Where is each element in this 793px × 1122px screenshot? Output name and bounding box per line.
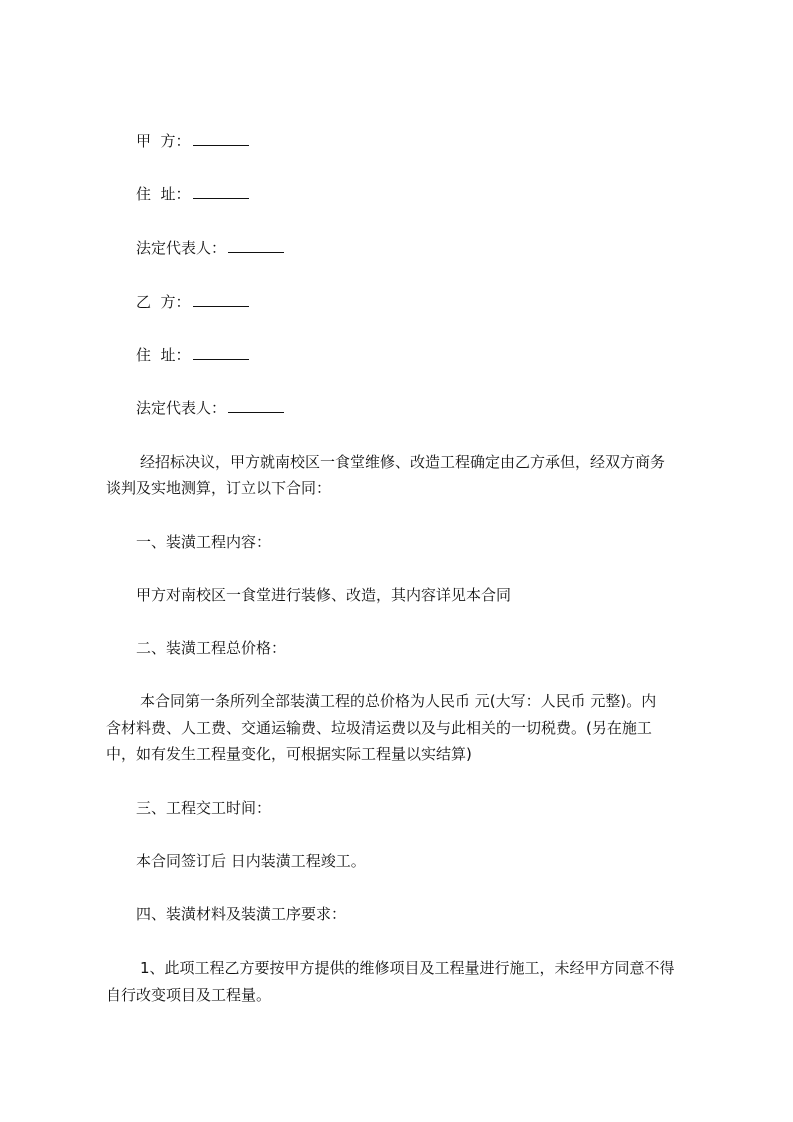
party-a-label: 甲 方：: [136, 132, 191, 150]
party-a-blank: [193, 131, 249, 146]
party-b-address-label: 住 址：: [136, 346, 191, 364]
intro-line-2: 谈判及实地测算，订立以下合同：: [106, 479, 332, 497]
section-4-item-1-line-2: 自行改变项目及工程量。: [106, 986, 272, 1004]
party-a-rep-blank: [228, 238, 284, 253]
party-a-address-label: 住 址：: [136, 185, 191, 203]
section-3-heading: 三、工程交工时间：: [136, 799, 272, 817]
intro-line-1: 经招标决议，甲方就南校区一食堂维修、改造工程确定由乙方承但，经双方商务: [140, 453, 666, 471]
section-4-item-1-line-1: 1、此项工程乙方要按甲方提供的维修项目及工程量进行施工，未经甲方同意不得: [140, 959, 675, 977]
section-3-body: 本合同签订后 日内装潢工程竣工。: [136, 852, 366, 870]
section-1-heading: 一、装潢工程内容：: [136, 533, 272, 551]
party-b-line: [136, 291, 249, 313]
party-b-address-line: [136, 344, 249, 366]
party-a-address-line: [136, 183, 249, 205]
section-2-line-1: 本合同第一条所列全部装潢工程的总价格为人民币 元(大写：人民币 元整)。内: [140, 692, 657, 710]
section-2-heading: 二、装潢工程总价格：: [136, 639, 287, 657]
party-a-rep-label: 法定代表人：: [136, 239, 227, 257]
party-b-rep-label: 法定代表人：: [136, 399, 227, 417]
section-2-line-3: 中，如有发生工程量变化，可根据实际工程量以实结算): [106, 745, 472, 763]
party-a-address-blank: [193, 184, 249, 199]
section-4-heading: 四、装潢材料及装潢工序要求：: [136, 905, 347, 923]
section-1-body: 甲方对南校区一食堂进行装修、改造，其内容详见本合同: [136, 586, 512, 604]
party-b-label: 乙 方：: [136, 293, 191, 311]
party-b-blank: [193, 292, 249, 307]
party-b-rep-line: [136, 397, 284, 419]
party-a-rep-line: [136, 237, 284, 259]
party-b-address-blank: [193, 345, 249, 360]
party-b-rep-blank: [228, 398, 284, 413]
party-a-line: [136, 130, 249, 152]
section-2-line-2: 含材料费、人工费、交通运输费、垃圾清运费以及与此相关的一切税费。(另在施工: [106, 719, 652, 737]
